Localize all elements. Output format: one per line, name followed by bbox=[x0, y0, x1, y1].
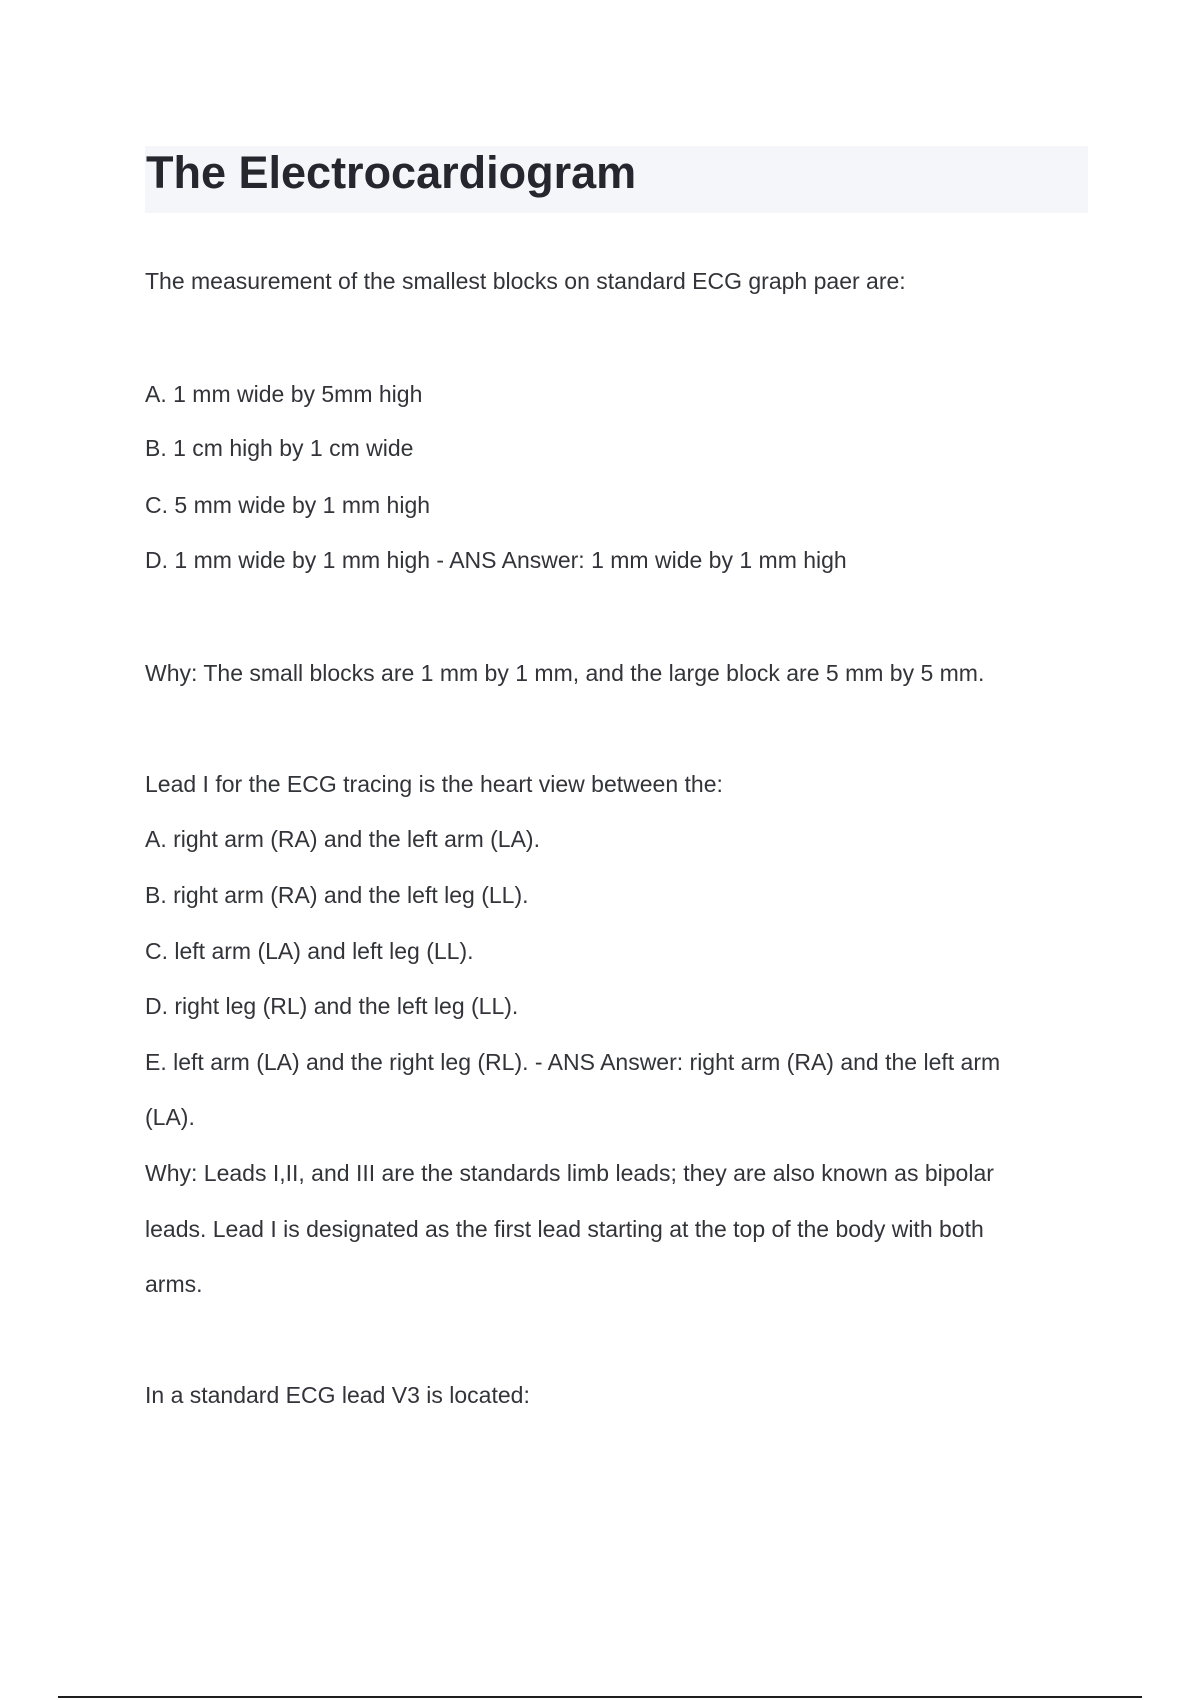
answer-option: D. 1 mm wide by 1 mm high - ANS Answer: 1 mm wide by 1 mm high bbox=[145, 547, 847, 573]
answer-option: A. right arm (RA) and the left arm (LA). bbox=[145, 826, 540, 852]
explanation-line: leads. Lead I is designated as the first lead starting at the top of the body with both bbox=[145, 1216, 984, 1242]
answer-option: C. 5 mm wide by 1 mm high bbox=[145, 492, 431, 518]
answer-option: A. 1 mm wide by 5mm high bbox=[145, 381, 423, 407]
question-prompt: In a standard ECG lead V3 is located: bbox=[145, 1382, 530, 1408]
question-prompt: The measurement of the smallest blocks on standard ECG graph paer are: bbox=[145, 268, 906, 294]
answer-option: D. right leg (RL) and the left leg (LL). bbox=[145, 993, 519, 1019]
question-prompt: Lead I for the ECG tracing is the heart view between the: bbox=[145, 771, 723, 797]
explanation-line: Why: Leads I,II, and III are the standards limb leads; they are also known as bipolar bbox=[145, 1160, 994, 1186]
answer-option-continuation: (LA). bbox=[145, 1104, 195, 1130]
answer-option: B. 1 cm high by 1 cm wide bbox=[145, 435, 414, 461]
explanation-line: Why: The small blocks are 1 mm by 1 mm, and the large block are 5 mm by 5 mm. bbox=[145, 660, 985, 686]
page-title: The Electrocardiogram bbox=[146, 147, 637, 198]
answer-option: E. left arm (LA) and the right leg (RL). - ANS Answer: right arm (RA) and the left arm bbox=[145, 1049, 1001, 1075]
answer-option: B. right arm (RA) and the left leg (LL). bbox=[145, 882, 529, 908]
answer-option: C. left arm (LA) and left leg (LL). bbox=[145, 938, 474, 964]
page-bottom-rule bbox=[58, 1696, 1142, 1698]
explanation-line: arms. bbox=[145, 1271, 203, 1297]
